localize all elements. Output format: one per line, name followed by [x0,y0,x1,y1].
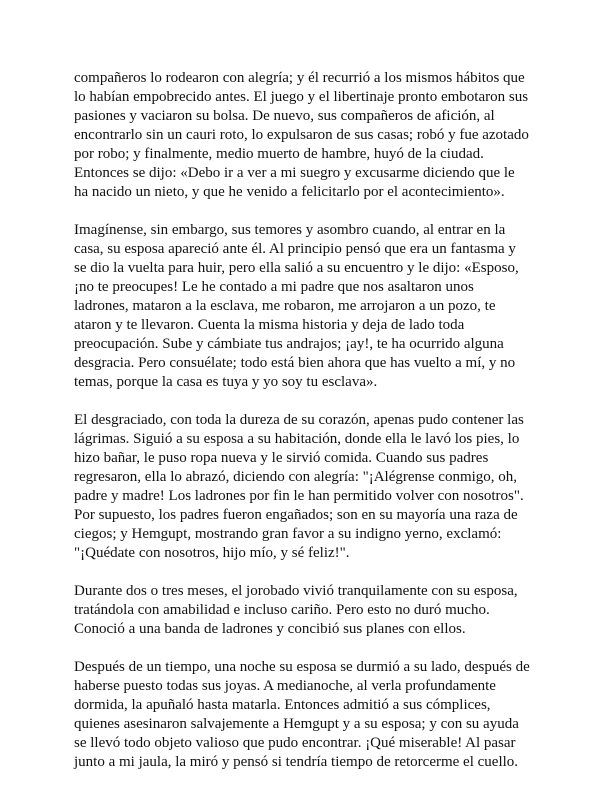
text-line: tratándola con amabilidad e incluso cariño. Pero esto no duró mucho. [74,602,490,618]
text-line: "¡Quédate con nosotros, hijo mío, y sé feliz!". [74,545,350,561]
text-line: por robo; y finalmente, medio muerto de hambre, huyó de la ciudad. [74,146,484,162]
text-line: lágrimas. Siguió a su esposa a su habitación, donde ella le lavó los pies, lo [74,431,520,447]
paragraph-1 [74,69,529,202]
paragraph-5 [74,658,530,772]
text-line: ladrones, mataron a la esclava, me robaron, me arrojaron a un pozo, te [74,298,496,314]
text-line: ha nacido un nieto, y que he venido a felicitarlo por el acontecimiento». [74,184,505,200]
text-line: temas, porque la casa es tuya y yo soy tu esclava». [74,374,378,390]
text-line: se llevó todo objeto valioso que pudo encontrar. ¡Qué miserable! Al pasar [74,735,516,751]
text-line: desgracia. Pero consuélate; todo está bien ahora que has vuelto a mí, y no [74,355,516,371]
text-line: Entonces se dijo: «Debo ir a ver a mi suegro y excusarme diciendo que le [74,165,515,181]
text-line: Durante dos o tres meses, el jorobado vivió tranquilamente con su esposa, [74,583,518,599]
paragraph-3 [74,411,526,563]
paragraph-4 [74,582,526,639]
document-page [74,69,530,791]
text-line: Imagínense, sin embargo, sus temores y asombro cuando, al entrar en la [74,222,506,238]
text-line: se dio la vuelta para huir, pero ella salió a su encuentro y le dijo: «Esposo, [74,260,519,276]
text-line: lo habían empobrecido antes. El juego y el libertinaje pronto embotaron sus [74,89,529,105]
text-line: dormida, la apuñaló hasta matarla. Entonces admitió a sus cómplices, [74,697,491,713]
text-line: ataron y te llevaron. Cuenta la misma historia y deja de lado toda [74,317,465,333]
text-line: quienes asesinaron salvajemente a Hemgupt y a su esposa; y con su ayuda [74,716,519,732]
text-line: hizo bañar, le puso ropa nueva y le sirvió comida. Cuando sus padres [74,450,489,466]
text-line: casa, su esposa apareció ante él. Al principio pensó que era un fantasma y [74,241,516,257]
text-line: Conoció a una banda de ladrones y concibió sus planes con ellos. [74,621,466,637]
text-line: pasiones y vaciaron su bolsa. De nuevo, sus compañeros de afición, al [74,108,495,124]
text-line: padre y madre! Los ladrones por fin le han permitido volver con nosotros". [74,488,524,504]
text-line: junto a mi jaula, la miró y pensó si tendría tiempo de retorcerme el cuello. [74,754,519,770]
text-line: El desgraciado, con toda la dureza de su corazón, apenas pudo contener las [74,412,524,428]
text-line: ciegos; y Hemgupt, mostrando gran favor a su indigno yerno, exclamó: [74,526,502,542]
text-line: ¡no te preocupes! Le he contado a mi padre que nos asaltaron unos [74,279,474,295]
text-line: Después de un tiempo, una noche su esposa se durmió a su lado, después de [74,659,530,675]
text-line: compañeros lo rodearon con alegría; y él recurrió a los mismos hábitos que [74,70,525,86]
paragraph-2 [74,221,526,392]
text-line: regresaron, ella lo abrazó, diciendo con alegría: "¡Alégrense conmigo, oh, [74,469,518,485]
text-line: preocupación. Sube y cámbiate tus andrajos; ¡ay!, te ha ocurrido alguna [74,336,504,352]
text-line: encontrarlo sin un cauri roto, lo expulsaron de sus casas; robó y fue azotado [74,127,529,143]
text-line: Por supuesto, los padres fueron engañados; son en su mayoría una raza de [74,507,518,523]
text-line: haberse puesto todas sus joyas. A medianoche, al verla profundamente [74,678,496,694]
